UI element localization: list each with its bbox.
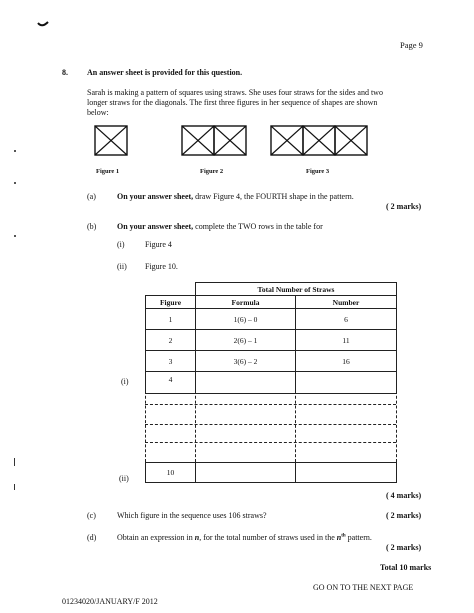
table-row xyxy=(146,330,397,351)
table-cell-figure: 2 xyxy=(146,330,196,351)
scan-speck xyxy=(14,235,16,237)
scan-speck xyxy=(14,484,15,490)
answer-cell-formula-10[interactable] xyxy=(196,463,296,483)
table-row xyxy=(146,351,397,372)
part-b-item-ii-label: (ii) xyxy=(117,262,127,271)
table-cell-figure: 1 xyxy=(146,309,196,330)
part-c-label: (c) xyxy=(87,511,96,520)
straws-table xyxy=(145,282,397,394)
intro-line-2: longer straws for the diagonals. The first three figures in her sequence of shapes are shown xyxy=(87,98,378,107)
table-break-line xyxy=(145,424,396,425)
part-d-marks: ( 2 marks) xyxy=(386,543,422,552)
table-break-line xyxy=(145,442,396,443)
part-b-text: On your answer sheet, complete the TWO rows in the table for xyxy=(117,222,323,231)
table-cell-figure: 10 xyxy=(146,463,196,483)
exam-code: 01234020/JANUARY/F 2012 xyxy=(62,597,158,606)
table-cell-figure: 4 xyxy=(146,372,196,394)
table-row xyxy=(146,309,397,330)
table-cell-formula: 2(6) – 1 xyxy=(196,330,296,351)
table-header-number: Number xyxy=(296,296,397,309)
answer-cell-number-10[interactable] xyxy=(296,463,397,483)
part-d-text: Obtain an expression in n, for the total number of straws used in the $n^{th}$ pattern. xyxy=(117,533,372,542)
part-b-item-i-text: Figure 4 xyxy=(145,240,172,249)
part-b-item-ii-text: Figure 10. xyxy=(145,262,178,271)
part-a-marks: ( 2 marks) xyxy=(386,202,422,211)
part-c-marks: ( 2 marks) xyxy=(386,511,422,520)
scan-speck xyxy=(14,150,16,152)
figure-2-shape xyxy=(181,125,247,156)
table-header-figure: Figure xyxy=(146,296,196,309)
table-header-formula: Formula xyxy=(196,296,296,309)
table-cell-number: 6 xyxy=(296,309,397,330)
figure-3-shape xyxy=(270,125,368,156)
table-cell-number: 16 xyxy=(296,351,397,372)
straws-table-figure-10 xyxy=(145,462,397,483)
intro-line-3: below: xyxy=(87,108,109,117)
table-break-line xyxy=(145,404,396,405)
answer-cell-formula-4[interactable] xyxy=(196,372,296,394)
figure-1-label: Figure 1 xyxy=(96,168,120,175)
total-marks: Total 10 marks xyxy=(380,563,432,572)
table-cell-number: 11 xyxy=(296,330,397,351)
part-b-item-i-label: (i) xyxy=(117,240,125,249)
figure-2-label: Figure 2 xyxy=(200,168,224,175)
question-title: An answer sheet is provided for this question. xyxy=(87,68,243,77)
scan-speck xyxy=(14,182,16,184)
part-c-text: Which figure in the sequence uses 106 straws? xyxy=(117,511,267,520)
table-row-label-ii: (ii) xyxy=(119,474,129,483)
table-cell-formula: 3(6) – 2 xyxy=(196,351,296,372)
figure-3-label: Figure 3 xyxy=(306,168,330,175)
table-row-label-i: (i) xyxy=(121,377,129,386)
part-a-label: (a) xyxy=(87,192,96,201)
next-page-note: GO ON TO THE NEXT PAGE xyxy=(313,583,414,592)
part-a-text: On your answer sheet, draw Figure 4, the FOURTH shape in the pattern. xyxy=(117,192,354,201)
intro-line-1: Sarah is making a pattern of squares using straws. She uses four straws for the sides and two xyxy=(87,88,383,97)
part-b-marks: ( 4 marks) xyxy=(386,491,422,500)
answer-cell-number-4[interactable] xyxy=(296,372,397,394)
figure-1-shape xyxy=(94,125,128,156)
table-break-edge xyxy=(195,386,196,462)
page-number: Page 9 xyxy=(400,40,423,50)
scan-mark xyxy=(37,21,49,29)
table-group-header: Total Number of Straws xyxy=(196,283,397,296)
scan-speck xyxy=(14,458,15,466)
table-row-figure-4 xyxy=(146,372,397,394)
table-break-edge xyxy=(145,386,146,462)
table-cell-formula: 1(6) – 0 xyxy=(196,309,296,330)
question-number: 8. xyxy=(62,68,68,77)
part-d-label: (d) xyxy=(87,533,97,542)
table-break-edge xyxy=(396,386,397,462)
table-cell-figure: 3 xyxy=(146,351,196,372)
table-break-edge xyxy=(295,386,296,462)
table-row-figure-10 xyxy=(146,463,397,483)
part-b-label: (b) xyxy=(87,222,97,231)
